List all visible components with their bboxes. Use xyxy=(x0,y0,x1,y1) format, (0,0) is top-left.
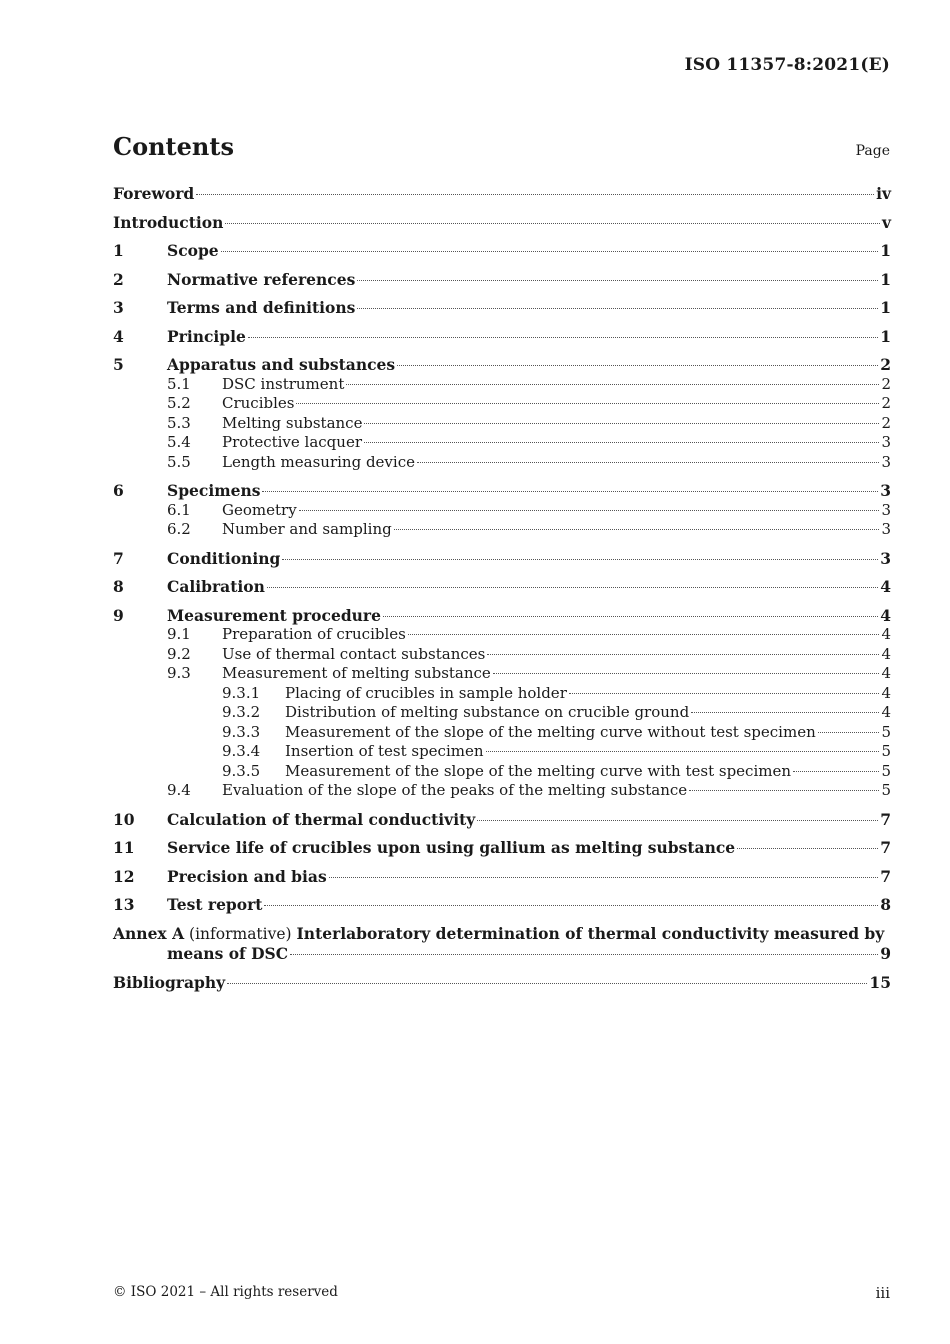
dot-leader xyxy=(357,308,878,309)
annex-type: (informative) xyxy=(189,924,292,943)
dot-leader xyxy=(225,223,880,224)
toc-entry-number: 8 xyxy=(113,577,124,596)
toc-entry-number: 6 xyxy=(113,481,124,500)
toc-entry-page-number: 5 xyxy=(881,781,891,799)
toc-entry-label: Measurement of the slope of the melting curve with test specimen xyxy=(285,761,792,780)
toc-entry-label: Calculation of thermal conductivity xyxy=(167,809,476,829)
dot-leader xyxy=(408,634,880,635)
dot-leader xyxy=(248,337,878,338)
toc-entry-label: Melting substance xyxy=(222,413,363,432)
dot-leader xyxy=(364,442,879,443)
toc-entry-page-number: v xyxy=(881,212,891,232)
toc-entry[interactable] xyxy=(113,327,891,347)
dot-leader xyxy=(267,587,878,588)
toc-entry-number: 9.3.1 xyxy=(222,683,261,702)
dot-leader xyxy=(357,280,878,281)
toc-entry-page-number: 4 xyxy=(881,664,891,682)
contents-heading-row xyxy=(113,132,890,161)
toc-entry-number: 11 xyxy=(113,838,135,857)
toc-entry-number: 7 xyxy=(113,548,124,568)
toc-entry-label: Apparatus and substances xyxy=(167,355,396,374)
toc-entry-label: Measurement of the slope of the melting curve without test specimen xyxy=(285,722,816,741)
toc-entry-number: 5.5 xyxy=(167,452,191,471)
toc-entry-annex-a[interactable] xyxy=(113,924,891,945)
footer-page-number: iii xyxy=(875,1284,890,1302)
toc-entry-label: Foreword xyxy=(113,184,195,203)
toc-entry-page-number: 2 xyxy=(881,394,891,412)
toc-entry-number: 5.2 xyxy=(167,394,191,412)
toc-entry-number: 9.3 xyxy=(167,664,191,682)
dot-leader xyxy=(689,790,879,791)
toc-entry-page-number: 1 xyxy=(880,298,891,317)
toc-entry-label: Crucibles xyxy=(222,394,295,412)
toc-entry-number: 9.3.4 xyxy=(222,742,261,760)
dot-leader xyxy=(383,616,878,617)
toc-entry[interactable] xyxy=(113,241,891,261)
bibliography-label: Bibliography xyxy=(113,972,226,992)
toc-entry[interactable] xyxy=(113,684,891,704)
toc-entry[interactable] xyxy=(113,838,891,858)
toc-entry-label: Protective lacquer xyxy=(222,433,362,451)
dot-leader xyxy=(299,510,880,511)
dot-leader xyxy=(487,654,879,655)
toc-entry-page-number: 3 xyxy=(881,520,891,538)
dot-leader xyxy=(793,771,879,772)
toc-entry-number: 9.3.2 xyxy=(222,703,261,721)
toc-entry-page-number: 3 xyxy=(880,481,891,500)
table-of-contents xyxy=(113,184,891,992)
toc-entry-page-number: 4 xyxy=(881,644,891,663)
dot-leader xyxy=(227,983,867,984)
dot-leader xyxy=(417,462,879,463)
toc-entry-page-number: 3 xyxy=(880,548,891,568)
toc-entry-number: 9.4 xyxy=(167,781,191,799)
toc-entry-page-number: 5 xyxy=(881,722,891,741)
toc-entry[interactable] xyxy=(113,762,891,782)
toc-entry-page-number: 7 xyxy=(880,866,891,886)
dot-leader xyxy=(196,194,874,195)
toc-entry[interactable] xyxy=(113,501,891,521)
toc-entry-number: 9.3.5 xyxy=(222,761,261,780)
toc-entry-label: Length measuring device xyxy=(222,452,415,471)
toc-entry-label: Service life of crucibles upon using gallium as melting substance xyxy=(167,838,736,857)
toc-entry-label: Normative references xyxy=(167,269,356,289)
toc-entry[interactable] xyxy=(113,742,891,762)
toc-entry-page-number: 4 xyxy=(881,703,891,721)
toc-entry-page-number: 4 xyxy=(880,605,891,625)
dot-leader xyxy=(486,751,880,752)
dot-leader xyxy=(346,384,879,385)
toc-entry[interactable] xyxy=(113,184,891,204)
toc-entry-number: 9.1 xyxy=(167,625,191,643)
toc-entry-number: 10 xyxy=(113,809,135,829)
toc-entry-label: Measurement procedure xyxy=(167,605,381,625)
annex-prefix: Annex A xyxy=(113,923,185,943)
dot-leader xyxy=(477,820,878,821)
page-column-label: Page xyxy=(855,143,890,159)
toc-entry[interactable] xyxy=(113,664,891,684)
toc-entry-number: 9.3.3 xyxy=(222,722,261,741)
toc-entry[interactable] xyxy=(113,298,891,318)
toc-entry-page-number: 2 xyxy=(881,374,891,393)
toc-entry-page-number: 2 xyxy=(881,413,891,432)
toc-entry-label: Terms and definitions xyxy=(167,298,356,317)
toc-entry[interactable] xyxy=(113,810,891,830)
dot-leader xyxy=(282,559,878,560)
dot-leader xyxy=(262,491,878,492)
dot-leader xyxy=(394,529,880,530)
toc-entry-label: Conditioning xyxy=(167,548,281,568)
toc-entry-label: Measurement of melting substance xyxy=(222,664,491,682)
toc-entry[interactable] xyxy=(113,414,891,434)
copyright-notice: © ISO 2021 – All rights reserved xyxy=(113,1284,338,1300)
toc-entry-page-number: 3 xyxy=(881,433,891,451)
dot-leader xyxy=(737,848,878,849)
toc-entry-page-number: iv xyxy=(876,184,891,203)
toc-entry-label: DSC instrument xyxy=(222,374,345,393)
toc-entry[interactable] xyxy=(113,645,891,665)
toc-entry-label: Use of thermal contact substances xyxy=(222,644,486,663)
toc-entry[interactable] xyxy=(113,549,891,569)
toc-entry[interactable] xyxy=(113,703,891,723)
toc-entry-page-number: 1 xyxy=(880,241,891,260)
toc-entry-label: Calibration xyxy=(167,577,265,596)
toc-entry-label: Principle xyxy=(167,326,246,346)
toc-entry[interactable] xyxy=(113,394,891,414)
toc-entry[interactable] xyxy=(113,723,891,743)
toc-entry[interactable] xyxy=(113,895,891,915)
toc-entry-number: 6.1 xyxy=(167,500,191,519)
dot-leader xyxy=(691,712,879,713)
toc-entry-label: Insertion of test specimen xyxy=(285,742,484,760)
annex-page-number: 9 xyxy=(880,944,891,963)
toc-entry[interactable] xyxy=(113,481,891,501)
toc-entry-annex-a-continued[interactable] xyxy=(113,944,891,964)
toc-entry-page-number: 5 xyxy=(881,761,891,780)
dot-leader xyxy=(397,365,878,366)
toc-entry-page-number: 5 xyxy=(881,742,891,760)
toc-entry-number: 2 xyxy=(113,269,124,289)
dot-leader xyxy=(364,423,879,424)
toc-entry-page-number: 1 xyxy=(880,269,891,289)
toc-entry-page-number: 2 xyxy=(880,355,891,374)
toc-entry[interactable] xyxy=(113,270,891,290)
toc-entry[interactable] xyxy=(113,625,891,645)
toc-entry-label: Specimens xyxy=(167,481,261,500)
dot-leader xyxy=(221,251,879,252)
toc-entry-label: Evaluation of the slope of the peaks of the melting substance xyxy=(222,781,688,799)
toc-entry-label: Number and sampling xyxy=(222,520,392,538)
toc-entry-page-number: 7 xyxy=(880,838,891,857)
toc-entry-label: Scope xyxy=(167,241,219,260)
toc-entry[interactable] xyxy=(113,453,891,473)
toc-entry-number: 4 xyxy=(113,326,124,346)
toc-entry-page-number: 1 xyxy=(880,326,891,346)
annex-title-line1: Interlaboratory determination of thermal conductivity measured by xyxy=(296,923,885,943)
toc-entry-number: 9.2 xyxy=(167,644,191,663)
bibliography-page-number: 15 xyxy=(869,972,891,992)
toc-entry-label: Distribution of melting substance on crucible ground xyxy=(285,703,690,721)
toc-entry[interactable] xyxy=(113,520,891,540)
document-header-code: ISO 11357-8:2021(E) xyxy=(684,55,890,75)
toc-entry-page-number: 4 xyxy=(880,577,891,596)
toc-entry[interactable] xyxy=(113,867,891,887)
dot-leader xyxy=(569,693,880,694)
toc-entry-number: 12 xyxy=(113,866,135,886)
toc-entry[interactable] xyxy=(113,213,891,233)
toc-entry-page-number: 8 xyxy=(880,895,891,914)
toc-entry-number: 5.4 xyxy=(167,433,191,451)
toc-entry[interactable] xyxy=(113,606,891,626)
toc-entry-number: 9 xyxy=(113,605,124,625)
toc-entry-number: 1 xyxy=(113,241,124,260)
toc-entry-label: Precision and bias xyxy=(167,866,327,886)
dot-leader xyxy=(329,877,879,878)
page-footer xyxy=(113,1284,890,1302)
toc-entry-page-number: 7 xyxy=(880,809,891,829)
toc-entry-number: 13 xyxy=(113,895,135,914)
toc-entry-page-number: 4 xyxy=(881,683,891,702)
toc-entry-number: 6.2 xyxy=(167,520,191,538)
toc-entry[interactable] xyxy=(113,781,891,801)
annex-title-line2: means of DSC xyxy=(167,944,289,963)
toc-entry-label: Introduction xyxy=(113,212,224,232)
toc-entry-page-number: 4 xyxy=(881,625,891,643)
dot-leader xyxy=(493,673,880,674)
toc-entry[interactable] xyxy=(113,375,891,395)
toc-entry-number: 3 xyxy=(113,298,124,317)
toc-entry-label: Geometry xyxy=(222,500,297,519)
dot-leader xyxy=(296,403,879,404)
toc-entry-page-number: 3 xyxy=(881,452,891,471)
toc-entry-label: Placing of crucibles in sample holder xyxy=(285,683,567,702)
toc-entry-number: 5 xyxy=(113,355,124,374)
toc-entry-bibliography[interactable] xyxy=(113,973,891,993)
toc-entry-page-number: 3 xyxy=(881,500,891,519)
toc-entry-number: 5.3 xyxy=(167,413,191,432)
toc-entry[interactable] xyxy=(113,433,891,453)
page-title: Contents xyxy=(113,132,234,161)
dot-leader xyxy=(290,954,878,955)
toc-entry[interactable] xyxy=(113,577,891,597)
toc-entry-label: Preparation of crucibles xyxy=(222,625,406,643)
toc-entry[interactable] xyxy=(113,355,891,375)
toc-entry-label: Test report xyxy=(167,895,263,914)
toc-entry-number: 5.1 xyxy=(167,374,191,393)
dot-leader xyxy=(818,732,880,733)
dot-leader xyxy=(264,905,878,906)
